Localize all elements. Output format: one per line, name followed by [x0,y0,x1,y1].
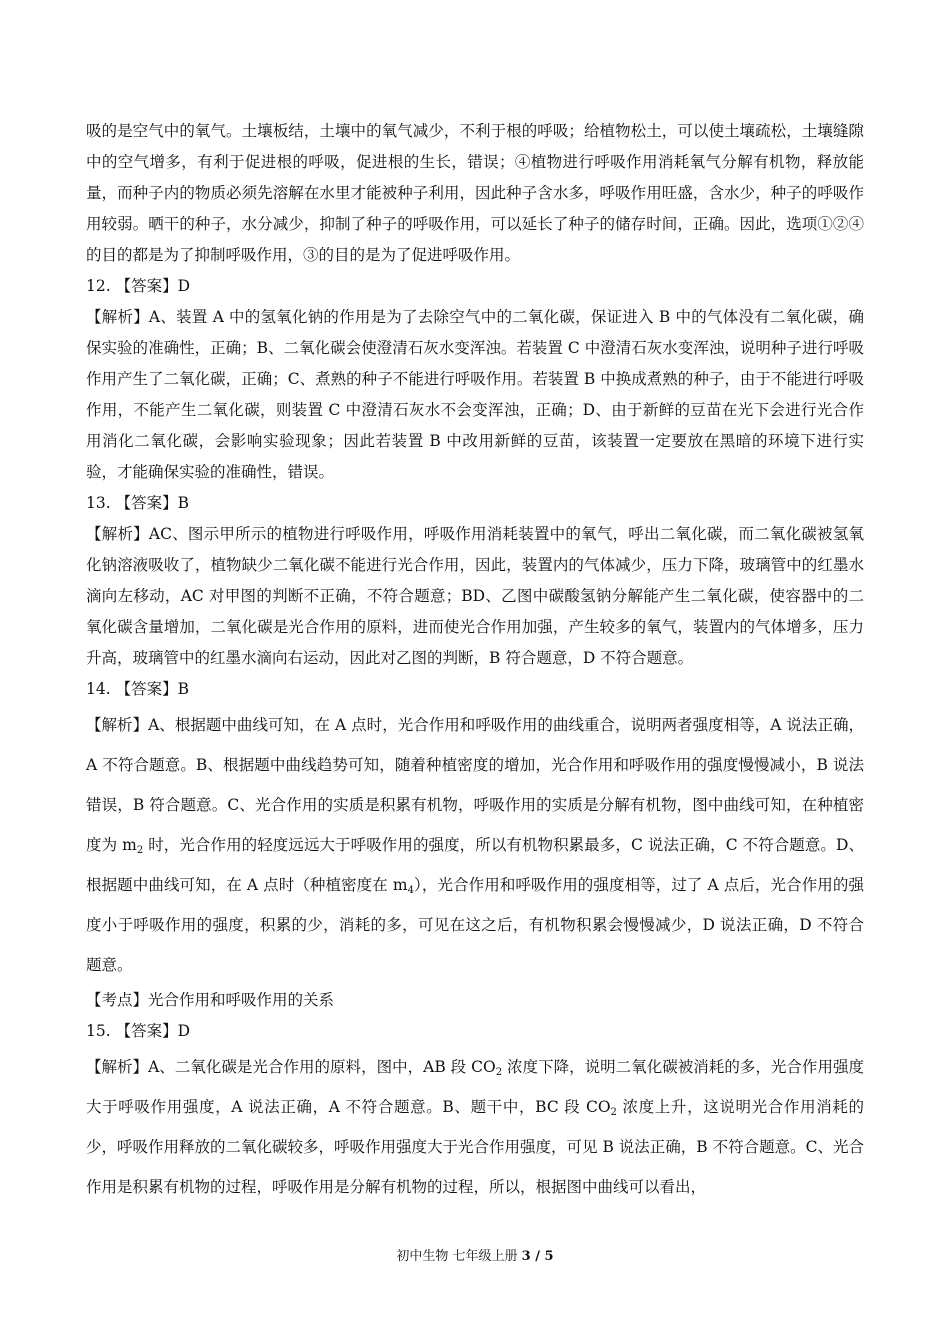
q13-analysis: 【解析】AC、图示甲所示的植物进行呼吸作用，呼吸作用消耗装置中的氧气，呼出二氧化碳，而二氧化碳被氢氧化钠溶液吸收了，植物缺少二氧化碳不能进行光合作用，因此，装置内的气体减少，压力下降，玻璃管中的红墨水滴向左移动，AC 对甲图的判断不正确，不符合题意；BD、乙图中碳酸氢钠分解能产生二氧化碳，使容器中的二氧化碳含量增加，二氧化碳是光合作用的原料，进而使光合作用加强，产生较多的氧气，装置内的气体增多，压力升高，玻璃管中的红墨水滴向右运动，因此对乙图的判断，B 符合题意，D 不符合题意。 [86,525,864,667]
footer-page-total: 5 [544,1249,554,1264]
page-footer [0,1245,950,1264]
q15-subscript-a: 2 [495,1067,503,1078]
q15-analysis-part-a: 【解析】A、二氧化碳是光合作用的原料，图中，AB 段 CO [86,1058,496,1076]
q12-answer: 12. 【答案】D [86,277,191,295]
q12-analysis: 【解析】A、装置 A 中的氢氧化钠的作用是为了去除空气中的二氧化碳，保证进入 B 中的气体没有二氧化碳，确保实验的准确性，正确；B、二氧化碳会使澄清石灰水变浑浊。若装置 C 中澄清石灰水变浑浊，说明种子进行呼吸作用产生了二氧化碳，正确；C、煮熟的种子不能进行呼吸作用。若装置 B 中换成煮熟的种子，由于不能进行呼吸作用，不能产生二氧化碳，则装置 C 中澄清石灰水不会变浑浊，正确；D、由于新鲜的豆苗在光下会进行光合作用消化二氧化碳，会影响实验现象；因此若装置 B 中改用新鲜的豆苗，该装置一定要放在黑暗的环境下进行实验，才能确保实验的准确性，错误。 [86,308,864,481]
q15-analysis-part-b: 浓度下降，说明二氧化碳被消耗的多，光合作用强度大于呼吸作用强度，A 说法正确，A 不符合题意。B、题干中，BC 段 CO [86,1058,864,1116]
q14-subscript-b: 4 [407,885,414,896]
q15-analysis [86,1047,864,1207]
q14-analysis-part-a: 【解析】A、根据题中曲线可知，在 A 点时，光合作用和呼吸作用的曲线重合，说明两者强度相等，A 说法正确，A 不符合题意。B、根据题中曲线趋势可知，随着种植密度的增加，光合作用和呼吸作用的强度慢慢减小，B 说法错误，B 符合题意。C、光合作用的实质是积累有机物，呼吸作用的实质是分解有机物，图中曲线可知，在种植密度为 m [86,716,864,854]
q14-subscript-a: 2 [136,845,144,856]
q15-subscript-b: 2 [610,1107,617,1118]
q15-answer: 15. 【答案】D [86,1022,191,1040]
q15-analysis-part-c: 浓度上升，这说明光合作用消耗的少，呼吸作用释放的二氧化碳较多，呼吸作用强度大于光合作用强度，可见 B 说法正确，B 不符合题意。C、光合作用是积累有机物的过程，呼吸作用是分解有机物的过程，所以，根据图中曲线可以看出， [86,1098,865,1196]
intro-paragraph: 吸的是空气中的氧气。土壤板结，土壤中的氧气减少，不利于根的呼吸；给植物松土，可以使土壤疏松，土壤缝隙中的空气增多，有利于促进根的呼吸，促进根的生长，错误；④植物进行呼吸作用消耗氧气分解有机物，释放能量，而种子内的物质必须先溶解在水里才能被种子利用，因此种子含水多，呼吸作用旺盛，含水少，种子的呼吸作用较弱。晒干的种子，水分减少，抑制了种子的呼吸作用，可以延长了种子的储存时间，正确。因此，选项①②④的目的都是为了抑制呼吸作用，③的目的是为了促进呼吸作用。 [86,122,864,264]
footer-page-number: 3 [521,1249,531,1264]
q14-analysis [86,705,864,985]
q14-analysis-part-c: ），光合作用和呼吸作用的强度相等，过了 A 点后，光合作用的强度小于呼吸作用的强度，积累的少，消耗的多，可见在这之后，有机物积累会慢慢减少，D 说法正确，D 不符合题意。 [86,876,864,974]
document-body [86,116,864,1207]
q14-answer: 14. 【答案】B [86,680,189,698]
q14-kaodian: 【考点】光合作用和呼吸作用的关系 [86,991,335,1009]
footer-label: 初中生物 七年级上册 [396,1249,522,1264]
footer-separator: / [530,1249,545,1264]
q14-analysis-part-b: 时，光合作用的轻度远远大于呼吸作用的强度，所以有机物积累最多，C 说法正确，C 不符合题意。D、根据题中曲线可知，在 A 点时（种植密度在 m [86,836,864,894]
q13-answer: 13. 【答案】B [86,494,189,512]
